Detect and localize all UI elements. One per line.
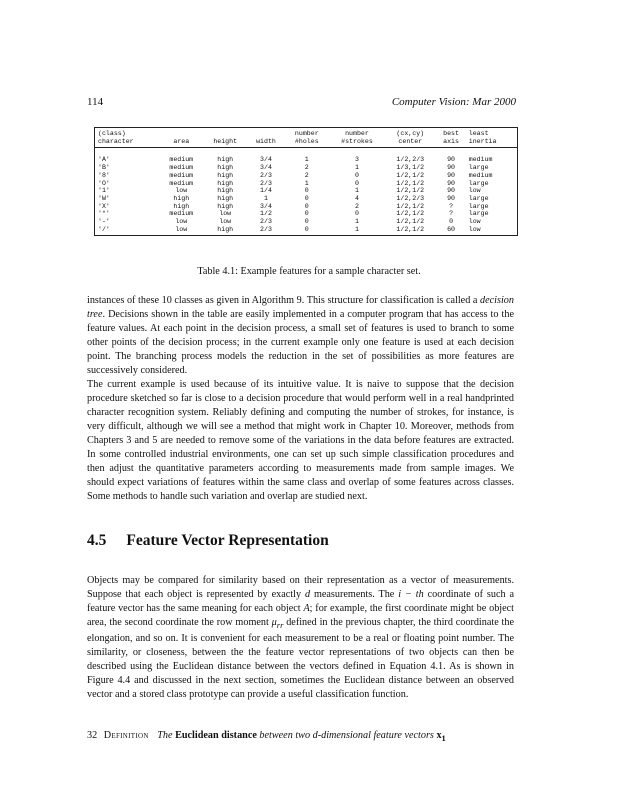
table-cell: large <box>468 202 489 210</box>
table-spacer-cell <box>95 148 517 157</box>
table-cell: medium <box>169 171 194 179</box>
table-cell: high <box>173 194 190 202</box>
p3-part-3: coordinate of such a feature vector has the same meaning for each object <box>87 589 514 614</box>
table-cell: 'W' <box>98 194 110 202</box>
table-cell: 1/4 <box>260 187 272 195</box>
table-cell: 1/2,1/2 <box>396 171 425 179</box>
page-number: 114 <box>87 96 104 108</box>
math-d: d <box>304 589 311 600</box>
table-cell: low <box>219 218 232 226</box>
table-cell: ? <box>449 202 454 210</box>
table-header-cell <box>247 128 285 138</box>
table-row <box>95 203 517 211</box>
table-header-cell <box>203 128 247 138</box>
table-cell: large <box>468 179 489 187</box>
feature-table-body <box>95 128 517 235</box>
table-header-cell: axis <box>435 138 466 148</box>
table-cell: high <box>217 187 234 195</box>
paragraph-decision-tree <box>87 294 514 378</box>
table-cell: 1/2,1/2 <box>396 218 425 226</box>
table-cell: 'A' <box>98 156 110 164</box>
table-cell: '8' <box>98 171 110 179</box>
definition-text-before: The <box>157 730 176 741</box>
table-cell: 'X' <box>98 202 110 210</box>
table-cell: 2 <box>304 171 309 179</box>
table-header-cell: center <box>385 138 435 148</box>
table-cell: 0 <box>304 210 309 218</box>
table-row <box>95 187 517 195</box>
table-row <box>95 156 517 164</box>
table-cell: 1 <box>304 179 309 187</box>
table-cell: 1/2,1/2 <box>396 225 425 233</box>
table-cell: low <box>175 225 188 233</box>
table-cell: 2/3 <box>260 225 272 233</box>
table-cell: 0 <box>304 202 309 210</box>
table-header-cell: height <box>203 138 247 148</box>
table-cell: 3/4 <box>260 156 272 164</box>
table-header-cell: (class) <box>98 130 126 137</box>
table-header-cell: number <box>294 130 319 137</box>
table-cell: high <box>217 171 234 179</box>
table-cell: 90 <box>447 156 456 164</box>
definition-math-sub: 1 <box>441 733 446 744</box>
table-cell: low <box>468 187 481 195</box>
table-header-cell: (cx,cy) <box>396 130 425 137</box>
table-cell: low <box>468 225 481 233</box>
p1-text-before: instances of these 10 classes as given in Algorithm 9. This structure for classification is called a <box>87 295 481 306</box>
definition-math-x: x <box>436 730 442 741</box>
table-header-row <box>95 128 517 138</box>
table-cell: 1/3,1/2 <box>396 164 425 172</box>
table-cell: high <box>217 164 234 172</box>
math-mu: μ <box>271 617 277 628</box>
table-cell: 'B' <box>98 164 110 172</box>
table-cell: 0 <box>449 218 454 226</box>
table-cell: large <box>468 194 489 202</box>
table-cell: 90 <box>447 171 456 179</box>
definition-number: 32 <box>87 730 98 741</box>
table-row <box>95 218 517 226</box>
table-cell: 0 <box>304 194 309 202</box>
table-caption: Table 4.1: Example features for a sample character set. <box>197 266 421 277</box>
table-spacer <box>95 148 517 157</box>
running-head <box>87 96 516 108</box>
table-cell: 4 <box>354 194 359 202</box>
table-header-cell: inertia <box>467 138 517 148</box>
table-cell: large <box>468 164 489 172</box>
table-cell: 2/3 <box>260 179 272 187</box>
table-cell: 90 <box>447 194 456 202</box>
table-cell: 2/3 <box>260 171 272 179</box>
table-cell: 1/2,2/3 <box>396 194 425 202</box>
table-row <box>95 164 517 172</box>
table-cell: 1 <box>304 156 309 164</box>
p3-part-1: Objects may be compared for similarity based on their representation as a vector of measurements. Suppose that each object is represented by exactly <box>87 575 514 600</box>
table-cell: medium <box>169 164 194 172</box>
table-header-cell: least <box>468 130 489 137</box>
table-cell: '/' <box>98 225 110 233</box>
table-cell: 3 <box>354 156 359 164</box>
table-cell: medium <box>169 156 194 164</box>
table-cell: 1/2,1/2 <box>396 187 425 195</box>
definition-term: Euclidean distance <box>175 730 257 741</box>
table-cell: 0 <box>304 187 309 195</box>
paragraph-current-example: The current example is used because of its intuitive value. It is naive to suppose that the decision procedure sketched so far is close to a decision procedure that would perform well in a real handprinted character recognition system. Reliably defining and computing the number of strokes, for instance, is very difficult, although we will see a method that might work in Chapter 10. Moreover, methods from Chapters 3 and 5 are needed to remove some of the variations in the data before features are extracted. In some controlled industrial environments, one can set up such simple classification procedures and then adjust the quantitative parameters according to measurements made from sample images. We should expect variations of features within the same class and overlap of some features across classes. Some methods to handle such variation and overlap are studied next. <box>87 379 514 502</box>
definition-32 <box>87 730 517 743</box>
table-cell: 0 <box>354 179 359 187</box>
table-cell: 0 <box>354 210 359 218</box>
table-cell: 2 <box>354 202 359 210</box>
table-row <box>95 226 517 236</box>
math-mu-subscript: rr <box>276 620 284 631</box>
table-cell: 2 <box>304 164 309 172</box>
table-cell: 3/4 <box>260 202 272 210</box>
p3-part-4: ; for example, the first coordinate might be object area, the second coordinate the row moment <box>87 603 514 628</box>
definition-text-after: between two d-dimensional feature vectors <box>256 730 437 741</box>
table-cell: 0 <box>304 225 309 233</box>
table-cell: high <box>217 156 234 164</box>
definition-label: Definition <box>103 730 149 741</box>
table-cell: medium <box>169 179 194 187</box>
table-header-cell: best <box>443 130 459 137</box>
table-cell: 1 <box>264 194 268 202</box>
table-cell: low <box>175 218 188 226</box>
p3-part-2: measurements. The <box>310 589 399 600</box>
table-cell: 'O' <box>98 179 110 187</box>
table-cell: 2/3 <box>260 218 272 226</box>
table-cell: 1 <box>354 218 359 226</box>
p1-text-after: . Decisions shown in the table are easily implemented in a computer program that has access to the feature values. At each point in the decision process, a small set of features is used to branch to some other points of the decision process; in the current example only one feature is used at each decision point. The branching process models the reduction in the set of possibilities as more features are successively considered. <box>87 309 514 376</box>
table-row <box>95 210 517 218</box>
table-cell: medium <box>169 210 194 218</box>
table-cell: low <box>175 187 188 195</box>
table-cell: 90 <box>447 187 456 195</box>
section-number: 4.5 <box>87 532 107 549</box>
table-header-row <box>95 138 517 148</box>
section-title: Feature Vector Representation <box>126 532 329 549</box>
table-cell: 0 <box>354 171 359 179</box>
table-cell: medium <box>468 156 493 164</box>
table-cell: high <box>173 202 190 210</box>
decision-tree-term: decision tree <box>87 295 514 320</box>
table-cell: 3/4 <box>260 164 272 172</box>
table-cell: ? <box>449 210 454 218</box>
table-cell: 60 <box>447 225 456 233</box>
table-cell: low <box>219 210 232 218</box>
table-cell: high <box>217 179 234 187</box>
table-cell: high <box>217 194 234 202</box>
table-cell: '*' <box>98 210 110 218</box>
table-cell: '1' <box>98 187 110 195</box>
table-cell: 1/2 <box>260 210 272 218</box>
table-header-cell: area <box>159 138 203 148</box>
table-row <box>95 180 517 188</box>
table-cell: 1/2,1/2 <box>396 179 425 187</box>
table-cell: 1 <box>354 225 359 233</box>
table-header-cell: width <box>247 138 285 148</box>
table-cell: high <box>217 202 234 210</box>
table-cell: 1 <box>354 164 359 172</box>
table-cell: low <box>468 218 481 226</box>
table-cell: 1/2,2/3 <box>396 156 425 164</box>
table-cell: '-' <box>98 218 110 226</box>
table-cell: 1/2,1/2 <box>396 202 425 210</box>
table-row <box>95 195 517 203</box>
table-cell: 1 <box>354 187 359 195</box>
math-ith: i − th <box>398 589 424 600</box>
table-cell: 90 <box>447 164 456 172</box>
table-cell: 90 <box>447 179 456 187</box>
section-heading <box>87 532 329 550</box>
table-header-cell: number <box>345 130 369 137</box>
p3-part-5: defined in the previous chapter, the third coordinate the elongation, and so on. It is convenient for each measurement to be a real or floating point number. The similarity, or closeness, between the the feature vector representations of two objects can then be described using the Euclidean distance between the vectors defined in Equation 4.1. As is shown in Figure 4.4 and discussed in the next section, sometimes the Euclidean distance between an observed vector and a stored class prototype can provide a useful classification function. <box>87 617 514 701</box>
table-cell: high <box>217 225 234 233</box>
math-A: A <box>303 603 310 614</box>
table-header-cell: #strokes <box>329 138 385 148</box>
feature-table <box>95 128 517 235</box>
table-cell: 1/2,1/2 <box>396 210 425 218</box>
running-head-title: Computer Vision: Mar 2000 <box>391 96 516 108</box>
paragraph-feature-vector <box>87 574 514 702</box>
table-cell: 0 <box>304 218 309 226</box>
feature-table-frame <box>94 127 518 236</box>
table-row <box>95 172 517 180</box>
table-header-cell: #holes <box>285 138 329 148</box>
table-cell: large <box>468 210 489 218</box>
table-header-cell <box>159 128 203 138</box>
table-cell: medium <box>468 171 493 179</box>
table-header-cell: character <box>95 138 159 148</box>
